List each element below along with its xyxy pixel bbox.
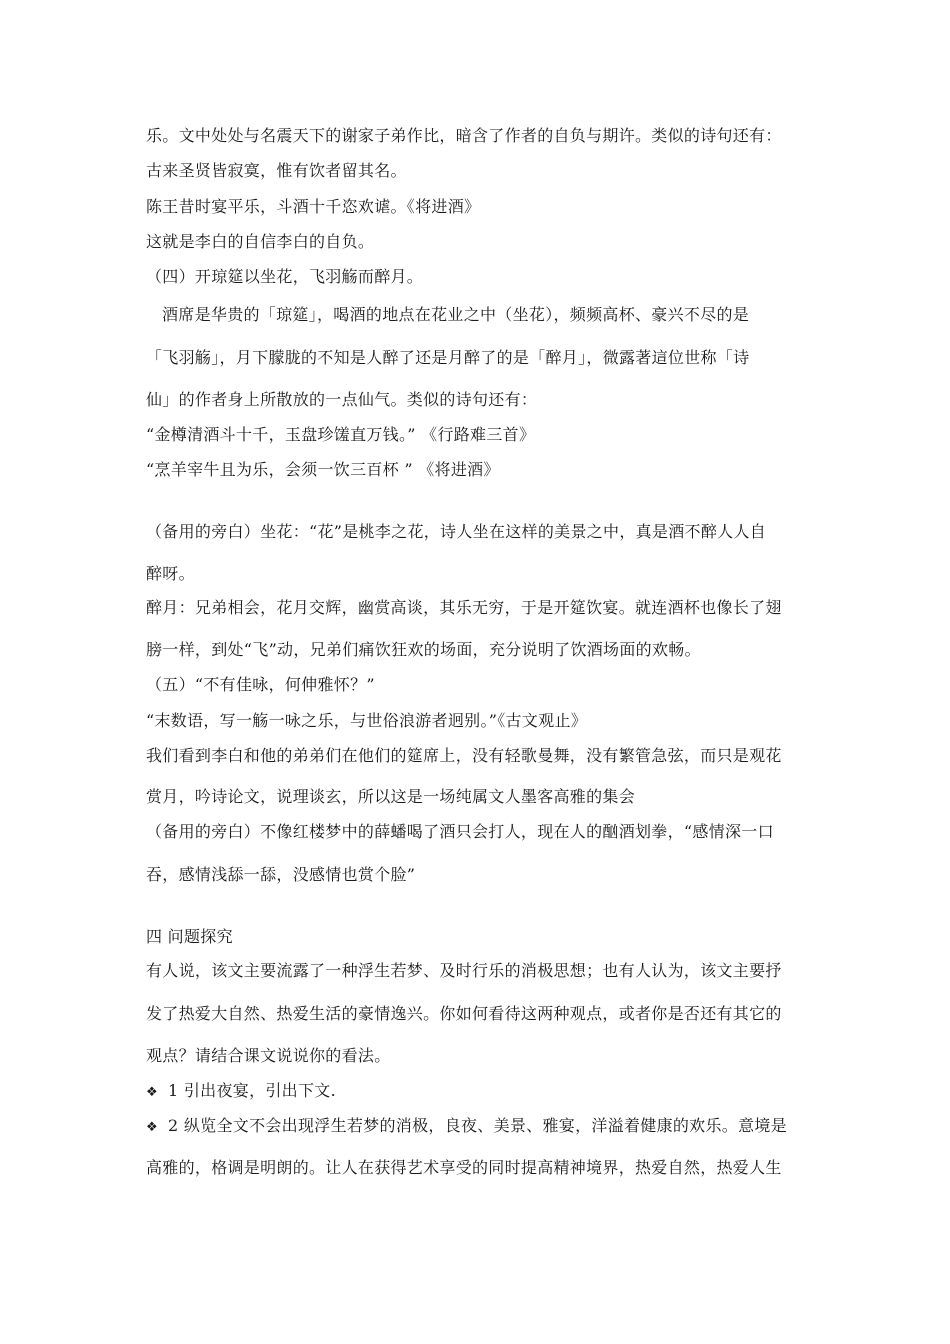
paragraph-line: 膀一样，到处“飞”动，兄弟们痛饮狂欢的场面，充分说明了饮酒场面的欢畅。 <box>146 640 701 659</box>
paragraph-line: 赏月，吟诗论文，说理谈玄，所以这是一场纯属文人墨客高雅的集会 <box>146 787 636 806</box>
quote-line: “金樽清酒斗十千，玉盘珍馐直万钱。” 《行路难三首》 <box>146 425 536 444</box>
diamond-bullet-icon: ❖ <box>146 1085 158 1100</box>
paragraph-line: 古来圣贤皆寂寞，惟有饮者留其名。 <box>146 161 407 180</box>
bullet-text: 2 纵览全文不会出现浮生若梦的消极，良夜、美景、雅宴，洋溢着健康的欢乐。意境是 <box>168 1116 787 1135</box>
paragraph-line: 醉月：兄弟相会，花月交辉，幽赏高谈，其乐无穷，于是开筵饮宴。就连酒杯也像长了翅 <box>146 598 782 617</box>
paragraph-line: 高雅的，格调是明朗的。让人在获得艺术享受的同时提高精神境界，热爱自然，热爱人生 <box>146 1158 782 1177</box>
paragraph-line: 醉呀。 <box>146 564 195 583</box>
quote-line: “末数语，写一觞一咏之乐，与世俗浪游者迥别。”《古文观止》 <box>146 711 588 730</box>
diamond-bullet-icon: ❖ <box>146 1120 158 1135</box>
bullet-text: 1 引出夜宴，引出下文. <box>168 1081 336 1100</box>
quote-line: “烹羊宰牛且为乐，会须一饮三百杯 ” 《将进酒》 <box>146 460 500 479</box>
section-heading: 四 问题探究 <box>146 927 233 946</box>
paragraph-line: 我们看到李白和他的弟弟们在他们的筵席上，没有轻歌曼舞，没有繁管急弦，而只是观花 <box>146 746 782 765</box>
bullet-item <box>146 1116 787 1138</box>
paragraph-line: 「飞羽觞」，月下朦胧的不知是人醉了还是月醉了的是「醉月」，微露著這位世称「诗 <box>146 348 750 367</box>
paragraph-line: 有人说，该文主要流露了一种浮生若梦、及时行乐的消极思想；也有人认为，该文主要抒 <box>146 961 782 980</box>
paragraph-line: 吞，感情浅舔一舔，没感情也赏个脸” <box>146 865 416 884</box>
paragraph-line: 仙」的作者身上所散放的一点仙气。类似的诗句还有： <box>146 390 538 409</box>
section-heading: （四）开琼筵以坐花，飞羽觞而醉月。 <box>146 267 424 286</box>
paragraph-line: 观点？请结合课文说说你的看法。 <box>146 1046 391 1065</box>
paragraph-line: （备用的旁白）不像红楼梦中的薛蟠喝了酒只会打人，现在人的酗酒划拳，“感情深一口 <box>146 822 774 841</box>
bullet-item <box>146 1081 336 1103</box>
section-heading: （五）“不有佳咏，何伸雅怀？” <box>146 675 375 694</box>
paragraph-line: 发了热爱大自然、热爱生活的豪情逸兴。你如何看待这两种观点，或者你是否还有其它的 <box>146 1004 782 1023</box>
paragraph-line: 乐。文中处处与名震天下的谢家子弟作比，暗含了作者的自负与期许。类似的诗句还有： <box>146 126 782 145</box>
paragraph-line: 酒席是华贵的「琼筵」，喝酒的地点在花业之中（坐花），频频高杯、豪兴不尽的是 <box>162 305 750 324</box>
paragraph-line: 这就是李白的自信李白的自负。 <box>146 232 375 251</box>
paragraph-line: （备用的旁白）坐花：“花”是桃李之花，诗人坐在这样的美景之中，真是酒不醉人人自 <box>146 522 767 541</box>
paragraph-line: 陈王昔时宴平乐，斗酒十千恣欢谑。《将进酒》 <box>146 197 481 216</box>
